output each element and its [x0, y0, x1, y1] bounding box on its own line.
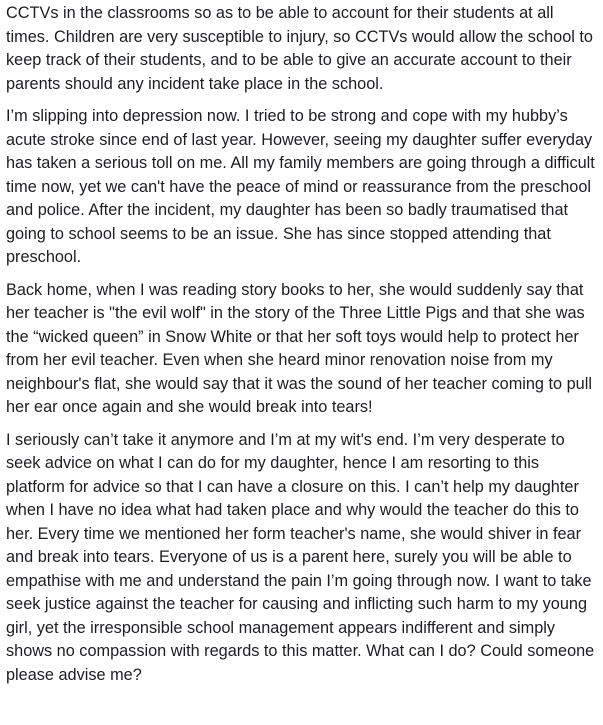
post-paragraph: I’m slipping into depression now. I tried to be strong and cope with my hubby’s acute stroke since end of last year. However, seeing my daughter suffer everyday has taken a serious toll on me. All my family members are going through a difficult time now, yet we can't have the peace of mind or reassurance from the preschool and police. After the incident, my daughter has been so badly traumatised that going to school seems to be an issue. She has since stopped attending that preschool.: [6, 107, 595, 266]
post-paragraph: I seriously can’t take it anymore and I’m at my wit's end. I’m very desperate to seek advice on what I can do for my daughter, hence I am resorting to this platform for advice so that I can have a closure on this. I can’t help my daughter when I have no idea what had taken place and why would the teacher do this to her. Every time we mentioned her form teacher's name, she would shiver in fear and break into tears. Everyone of us is a parent here, surely you will be able to empathise with me and understand the pain I’m going through now. I want to take seek justice against the teacher for causing and inflicting such harm to my young girl, yet the irresponsible school management appears indifferent and simply shows no compassion with regards to this matter. What can I do? Could someone please advise me?: [6, 430, 595, 684]
post-paragraph: Back home, when I was reading story books to her, she would suddenly say that her teacher is "the evil wolf" in the story of the Three Little Pigs and that she was the “wicked queen” in Snow White or that her soft toys would help to protect her from her evil teacher. Even when she heard minor renovation noise from my neighbour's flat, she would say that it was the sound of her teacher coming to pull her ear once again and she would break into tears!: [6, 280, 592, 416]
post-paragraph: CCTVs in the classrooms so as to be able to account for their students at all times. Children are very susceptible to injury, so CCTVs would allow the school to keep track of their students, and to be able to give an accurate account to their parents should any incident take place in the school.: [6, 4, 593, 93]
